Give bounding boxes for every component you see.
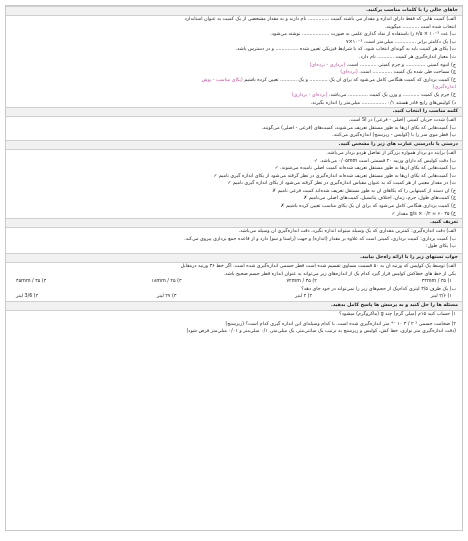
question-line: ج) آن دسته از کمیتهایی را که یکاهای آن به طور مستقل تعریف شده‌اند کمیت فرعی نامیم ✗	[272, 188, 456, 194]
question-line: ب) کمیت‌هایی که یکای آن‌ها به طور مستقل تعریف می‌شوند، کمیت‌های (فرعی - اصلی) می‌گویند.	[261, 125, 456, 131]
answer-note-line: اندازه‌گیری)	[432, 85, 456, 91]
question-line: پ) کمیت‌هایی که یکای آن‌ها به طور مستقل تعریف شده‌اند کمیت اصلی نامیده می‌شوند. ✓	[274, 166, 456, 172]
question-line: د) کولیس‌های رایج قادر هستند ۰/۱ ................ میلی‌متر را اندازه بگیرند.	[310, 100, 456, 106]
question-line: ت) یکای هر کمیت باید به گونه‌ای انتخاب شود، که با شرایط فیزیکی تعیین شده ............... و در دسترس باشد.	[235, 47, 456, 53]
question-text: چ) مساحت طی شده یک کمیت ............. است.	[359, 70, 456, 76]
question-line	[6, 69, 462, 77]
question-line: الف) شدت جریان کمیتی (اصلی - فرعی) در SI است.	[348, 118, 456, 124]
worksheet-page	[5, 5, 463, 531]
question-line: چ) کمیت‌های طول، جرم، زمان، اختلاف پتانسیل، کمیت‌های اصلی می‌نامیم ✗	[303, 196, 456, 202]
question-line: ب) عدد ³⁻۱۰ × ۶/۵ را باستفاده از نماد گذاری علمی به صورت .................. نوشته می‌شود.	[270, 32, 456, 38]
question-line: ح) کمیت برداری هنگامی کامل می‌شود که برای آن یک یکای مناسب تعیین کرده باشیم ✗	[280, 204, 456, 210]
question-line: الف) برآیند دو بردار همواره بزرگتر از تفاضل هردو بردار می‌باشد.	[326, 150, 456, 156]
option: ۱) ۲/۶ لیتر	[430, 294, 452, 300]
section-problems-title: مسئله ها را حل کنید و به پرسش ها پاسخ کامل بدهید.	[6, 301, 462, 311]
question-line: (دقت اندازه‌گیری متر نواری، خط کش، کولیس و ریزسنج به ترتیب یک سانتی‌متر، یک میلی‌متر، ۰/۱ میلی‌متر و ۰/۰۱ میلی‌متر فرض شود)	[186, 329, 456, 335]
option: ۲) ۳۵ / ۷۲mm	[286, 279, 317, 285]
option: ۲) ۴ لیتر	[295, 294, 313, 300]
option: ۱) ۳۵ / ۴۳mm	[421, 279, 452, 285]
question-line: الف) کمیت هایی که فقط دارای اندازه و مقدار می باشند کمیت .............. نام دارند و به مقدار مشخصی از یک کمیت به عنوان استاندارد	[184, 17, 456, 22]
definition-line: ب) کمیت برداری: کمیت برداری، کمیتی است که علاوه بر مقدار (اندازه) و جهت (راستا و سو) دارد و از قاعده جمع برداری پیروی می‌کند.	[184, 236, 456, 242]
option: ۴) ۳۵ / ۴۵mm	[16, 279, 47, 285]
question-line: انتخاب شده است ........... میگویند.	[384, 24, 456, 30]
question-line: ب) دقت کولیس که دارای ورنیه ۲۰ قسمتی است ۰/۰۵mm می‌باشد. ✓	[314, 158, 456, 164]
question-line	[6, 62, 462, 70]
question-line: ث) در مقدار معینی از هر کمیت که به عنوان مقیاس اندازه‌گیری در نظر گرفته می‌شود از یکای اندازه گیری نامیم ✓	[227, 181, 456, 187]
section-choose-title: کلمه مناسب را انتخاب کنید.	[6, 107, 462, 117]
answer-options	[6, 278, 462, 286]
question-line: یکی از خط های خط‌کش کولیس قرار گیرد کدام یک از اندازه‌های زیر می‌تواند به عنوان اندازه قطر جسم صحیح باشد.	[223, 271, 456, 277]
question-line: ب) یک ظرف ۳/۵ لیتری کدام‌یک از حجم‌های زیر را نمی‌تواند در خود جای دهد؟	[301, 286, 456, 292]
question-line: ۱) حساب کنید ۱۵م (میلی گرم) چند g (ماکروگرم) میشود؟	[339, 312, 456, 317]
option: ۳) ۲۵ / ۱۸mm	[151, 279, 182, 285]
section-fill-blanks-title: جاهای خالی را با کلمات مناسب پرکنید.	[6, 6, 462, 16]
question-text: ج) انبوه کمیتی ............. و جرم کمیتی ........... است.	[346, 62, 456, 68]
definition-line: پ) یکای طول:	[425, 244, 456, 250]
question-text: ح) کمیت برداری که کمیت هنگامی کامل می‌شود که برای آن یک ............ و یک ........... تعیین کرده باشیم	[244, 77, 456, 83]
section-true-false-title: درستی یا نادرستی عبارت های زیر را مشخص کنید.	[6, 140, 462, 150]
answer-note: (برداری - نرده‌ای)	[309, 62, 346, 68]
question-line: الف) توسط یک کولیس که ورنیه آن به ۵۰ قسمت مساوی تقسیم شده است قطر جسمی اندازه‌گیری شده است. اگر خط ۳۶ ورنیه درمقابل	[180, 264, 456, 270]
question-line: ث) معیار اندازه‌گیری هر کمیت ........... نام دارد.	[358, 54, 456, 60]
question-line: ت) کمیت‌هایی که یکای آن‌ها به طور مستقل تعریف شده‌اند اندازه‌گیری در نظر گرفته می‌شود از یکای اندازه گیری نامیم ✓	[213, 173, 456, 179]
section-tests-title: جواب تستهای زیر را با ارائه راه‌حل بیابید.	[6, 253, 462, 263]
question-line: پ) قطر موی سر را با (کولیس - ریزسنج) اندازه‌گیری می‌کنند.	[332, 133, 456, 139]
question-text: خ) جرم یک کمیت ........... و وزن یک کمیت ............. می‌باشد.	[329, 92, 456, 98]
answer-note: (یکای مناسب - پوش	[201, 77, 243, 83]
question-line	[6, 92, 462, 100]
section-definitions-title: تعریف کنید.	[6, 218, 462, 228]
question-line: پ) یک دکامتر برابر .............. میلی‌متر است. ³⁻۱۰×۷	[346, 39, 456, 45]
question-line: خ) ۳۵ g/s × ۰/۲ ≈ ۶۰ مقدار ✓	[391, 211, 456, 217]
question-line: ۲) ضخامت جسمی ³ ۲ / ۳ ۱۰ ⁻⁴ متر اندازه‌گیری شده است. با کدام وسیله‌ای این اندازه گیری کدام است؟ (ریزسنج)	[225, 321, 456, 327]
question-line	[6, 77, 462, 85]
definition-line: الف) دقت اندازه‌گیری: کمترین مقداری که یک وسیله میتواند اندازه بگیرد، دقت اندازه‌گیری آن وسیله می‌باشد.	[238, 229, 456, 235]
answer-note: (نرده‌ای - برداری)	[291, 92, 328, 98]
option: ۳) ۲۷ لیتر	[156, 294, 177, 300]
answer-note: (نرده‌ای)	[340, 70, 358, 76]
option: ۴) 3/6 لیتر	[16, 294, 39, 300]
answer-options	[6, 293, 462, 301]
